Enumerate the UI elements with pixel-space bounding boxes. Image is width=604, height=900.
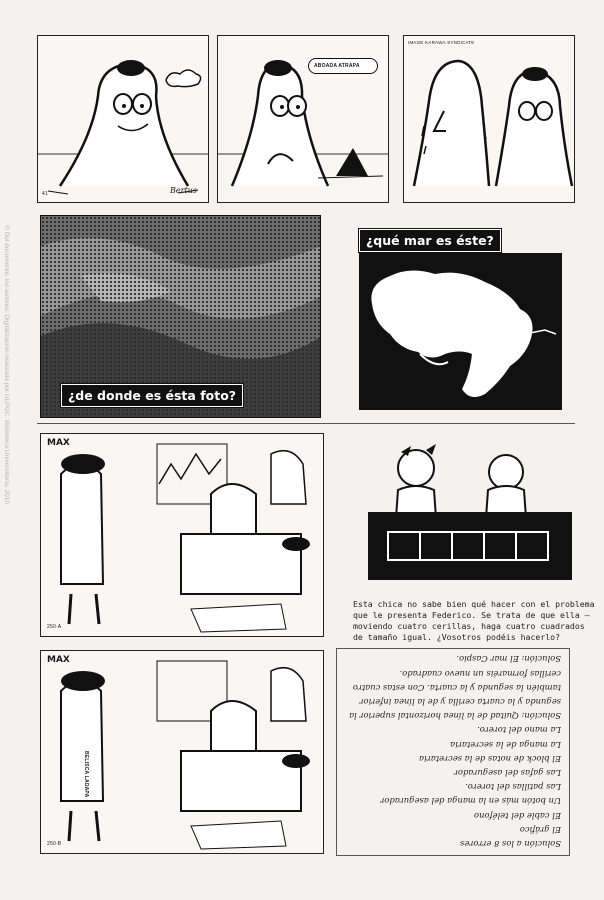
cartoon-code: 250·A xyxy=(47,624,62,630)
artist-signature: Bertus xyxy=(170,186,197,195)
puzzle-line: de tamaño igual. ¿Vosotros podéis hacerlo? xyxy=(353,632,561,642)
solution-line: La mano del torero. xyxy=(477,725,561,736)
solution-text xyxy=(337,649,570,856)
solution-line: Las gafas del asegurador xyxy=(454,767,561,778)
puzzle-line: Esta chica no sabe bien qué hacer con el problema xyxy=(353,599,595,609)
bald-man-in-water-illustration xyxy=(38,36,209,203)
max-signature: MAX xyxy=(47,438,70,448)
max-signature: MAX xyxy=(47,655,70,665)
bullfighter-office-illustration xyxy=(41,434,324,637)
solution-line: Un botón más en la manga del asegurador xyxy=(380,796,561,807)
solution-line: también la segunda y la cuarta. Con estas cuatro xyxy=(352,682,561,693)
puzzle-text xyxy=(353,599,595,643)
vertical-sign-text: BELISCA LADAPA xyxy=(83,751,89,798)
solution-line: La manga de la secretaria xyxy=(450,739,561,750)
solution-line: segunda y la cuarta cerilla y de la línea inferior xyxy=(359,696,561,707)
photo-caption: ¿de donde es ésta foto? xyxy=(61,384,243,407)
puzzle-line: que le presenta Federico. Se trata de que ella — xyxy=(353,610,590,620)
syndicate-credit: IMAGE·KARAWA·SYNDICATE xyxy=(408,40,475,45)
solution-line: Solución a los 8 errores xyxy=(460,839,561,849)
solution-line: cerillas formaréis un nuevo cuadrado. xyxy=(399,668,561,679)
solution-line: El gráfico xyxy=(519,824,561,835)
map-caption: ¿qué mar es éste? xyxy=(359,229,501,252)
sea-map xyxy=(359,253,562,410)
solution-box xyxy=(336,648,570,856)
solution-line: Solución: Quitad de la línea horizontal superior la xyxy=(349,711,561,722)
max-cartoon-top xyxy=(40,433,324,637)
page-number: 41 xyxy=(42,191,48,197)
comic-panel-2 xyxy=(217,35,389,203)
caspian-sea-silhouette xyxy=(360,254,562,410)
puzzle-line: moviendo cuatro cerillas, haga cuatro cuadrados xyxy=(353,621,585,631)
balloon-text: ABOADA ATRAPA xyxy=(314,63,360,69)
matchstick-puzzle-illustration xyxy=(366,440,574,580)
comic-panel-3 xyxy=(403,35,575,203)
section-divider xyxy=(37,423,575,424)
two-men-illustration xyxy=(404,36,575,203)
comic-panel-1 xyxy=(37,35,209,203)
solution-line: El cable del teléfono xyxy=(474,810,561,821)
solution-line: Solución: El mar Caspio. xyxy=(456,654,561,665)
max-cartoon-bottom xyxy=(40,650,324,854)
solution-line: Las patillas del torero. xyxy=(465,782,561,793)
side-credit: © Del documento, los autores. Digitalización realizada por ULPGC. Biblioteca Universitaria, 2010 xyxy=(3,225,10,505)
cartoon-code: 250·B xyxy=(47,841,62,847)
girl-boy-matchsticks-illustration xyxy=(366,440,574,580)
solution-line: El block de notas de la secretaria xyxy=(419,753,561,764)
